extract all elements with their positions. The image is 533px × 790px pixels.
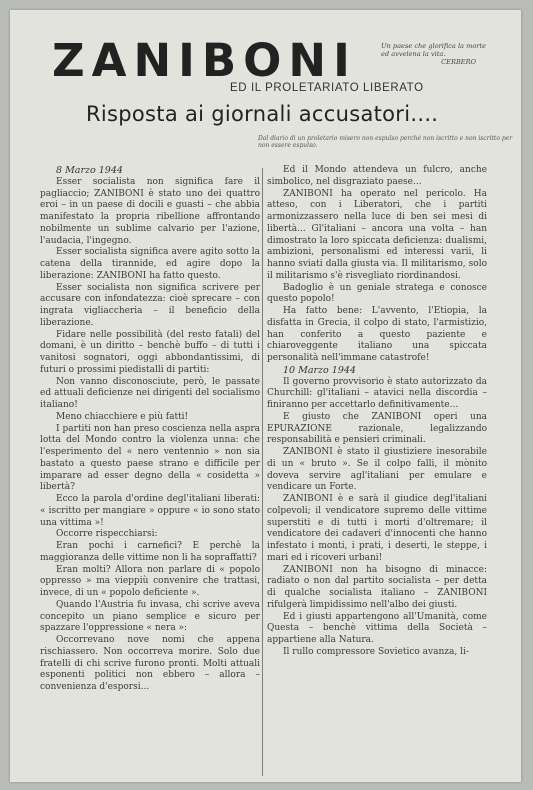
paragraph: Esser socialista significa avere agito sotto la catena della tirannide, ed agire dopo la liberazione: ZANIBONI ha fatto questo. [40,247,260,281]
paragraph: Ed il Mondo attendeva un fulcro, anche simbolico, nel disgraziato paese... [267,165,487,187]
paragraph: Il rullo compressore Sovietico avanza, li- [283,646,469,657]
column-divider [262,168,263,776]
headline: Risposta ai giornali accusatori.... [86,102,439,126]
document-page [10,10,521,782]
paragraph: Esser socialista non significa fare il pagliaccio; ZANIBONI è stato uno dei quattro eroi – in un paese di docili e guasti – che abbia manifestato la propria ribellione affrontando nobilmente un sublime calvario per l'azione, l'audacia, l'ingegno. [40,176,260,246]
left-column-date: 8 Marzo 1944 [56,165,123,176]
right-column-date: 10 Marzo 1944 [283,364,356,376]
paragraph: Badoglio è un geniale stratega e conosce questo popolo! [267,282,487,305]
paragraph: Ha fatto bene: L'avvento, l'Etiopia, la disfatta in Grecia, il colpo di stato, l'armistizio, han conferito a questo paziente e chiaroveggente italiano una spiccata personalità nell'immane catastrofe! [267,306,487,363]
epigraph-line-2: ed avvelena la vita. [381,50,446,58]
paragraph: ZANIBONI è stato il giustiziere inesorabile di un « bruto ». Se il colpo falli, il mònito doveva servire agl'italiani per emulare e vendicare un Forte. [267,447,487,493]
paragraph: Il governo provvisorio è stato autorizzato da Churchill: gl'italiani – atavici nella discordia – finiranno per accettarlo definitivamente... [267,376,487,410]
paragraph: ZANIBONI ha operato nel pericolo. Ha atteso, con i Liberatori, che i partiti armonizzassero nella luce di ben sei mesi di libertà... Gl'italiani – ancora una volta – han dimostrato la loro spiccata deficienza: dualismi, ambizioni, personalismi ed interessi varii, li hanno sviati dalla giusta via. Il militarismo, solo il militarismo s'è risvegliato riordinandosi. [267,188,487,281]
paragraph: I partiti non han preso coscienza nella aspra lotta del Mondo contro la violenza unna: che l'esperimento del « nero ventennio » non sia bastato a questo paese strano e difficile per imparare ad esser degno della « cosidetta » libertà? [40,423,260,493]
diary-note: Dal diario di un proletario misero non espulso perché non iscritto e non iscritto per non essere espulso. [258,135,513,149]
paragraph: Quando l'Austria fu invasa, chi scrive aveva concepito un piano semplice e sicuro per spazzare l'oppressione « nera »: [40,599,260,634]
paragraph: Meno chiacchiere e più fatti! [56,411,189,422]
paragraph: Esser socialista non significa scrivere per accusare con infondatezza: cioè sprecare – con ingrata vigliaccheria – il beneficio della liberazione. [40,282,260,328]
paragraph: E giusto che ZANIBONI operi una EPURAZIONE razionale, legalizzando responsabilità e pensieri criminali. [267,411,487,446]
right-column [267,165,487,659]
paragraph: Eran molti? Allora non parlare di « popolo oppresso » ma vieppiù convenire che trattasi, invece, di un « popolo deficiente ». [40,564,260,598]
epigraph-line-1: Un paese che glorifica la morte [381,42,487,50]
paragraph: Ed i giusti appartengono all'Umanità, come Questa – benchè vittima della Società – appartiene alla Natura. [267,611,487,645]
paragraph: ZANIBONI non ha bisogno di minacce: radiato o non dal partito socialista – per detta di qualche socialista italiano – ZANIBONI rifulgerà limpidissimo nell'albo dei giusti. [267,564,487,610]
paragraph: Eran pochi i carnefici? E perchè la maggioranza delle vittime non li ha sopraffatti? [40,541,260,563]
paragraph: Occorrevano nove nomi che appena rischiassero. Non occorreva morire. Solo due fratelli di chi scrive furono pronti. Molti attuali esponenti politici non ebbero – allora – convenienza d'esporsi... [40,635,260,692]
masthead-title: ZANIBONI [52,34,357,87]
epigraph [381,42,516,66]
paragraph: Occorre rispecchiarsi: [56,529,158,540]
masthead-subtitle: ED IL PROLETARIATO LIBERATO [230,82,424,94]
paragraph: Ecco la parola d'ordine degl'italiani liberati: « iscritto per mangiare » oppure « io sono stato una vittima »! [40,494,260,528]
left-column [40,165,260,694]
epigraph-signature: CERBERO [441,58,476,66]
paragraph: Fidare nelle possibilità (del resto fatali) del domani, è un diritto – benchè buffo – di tutti i vanitosi sognatori, oggi abbondantissimi, di futuri o prossimi piedistalli di partiti: [40,329,260,375]
paragraph: Non vanno disconosciute, però, le passate ed attuali deficienze nei dirigenti del socialismo italiano! [40,376,260,410]
paragraph: ZANIBONI è e sarà il giudice degl'italiani colpevoli; il vendicatore supremo delle vittime superstiti e di tutti i morti d'oltremare; il vendicatore dei cadaveri d'innocenti che hanno infestato i monti, i prati, i deserti, le steppe, i mari ed i ricoveri urbani! [267,494,487,563]
